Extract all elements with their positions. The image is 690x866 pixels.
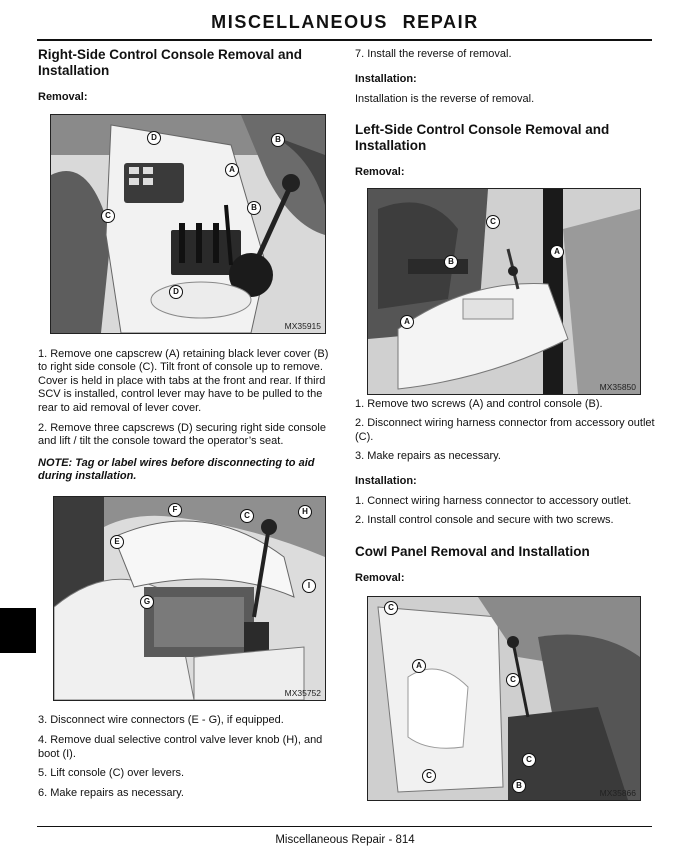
callout-a: A <box>412 659 426 673</box>
callout-d-top: D <box>147 131 161 145</box>
figure-caption: MX35752 <box>284 688 321 698</box>
callout-d-bottom: D <box>169 285 183 299</box>
callout-g: G <box>140 595 154 609</box>
installation-steps <box>355 495 655 528</box>
steps-group-a <box>38 348 338 449</box>
callout-a: A <box>225 163 239 177</box>
callout-c-lower-right: C <box>522 753 536 767</box>
callout-h: H <box>298 505 312 519</box>
figure-right-console-illustration <box>51 115 325 333</box>
footer-rule <box>37 826 652 827</box>
removal-steps <box>355 398 655 464</box>
header-rule <box>37 39 652 41</box>
step-text: 2. Disconnect wiring harness connector from accessory outlet (C). <box>355 417 655 443</box>
step-text: 1. Remove two screws (A) and control console (B). <box>355 398 603 410</box>
callout-a-left: A <box>400 315 414 329</box>
cowl-section-title-wrap <box>355 544 655 560</box>
installation-label: Installation: <box>355 475 417 487</box>
figure-caption: MX35915 <box>284 321 321 331</box>
left-section-title-wrap <box>38 47 338 79</box>
note-text: NOTE: Tag or label wires before disconnecting to aid during installation. <box>38 457 315 483</box>
callout-c-top: C <box>384 601 398 615</box>
step-text: 2. Remove three capscrews (D) securing right side console and lift / tilt the console toward the operator’s seat. <box>38 422 326 448</box>
figure-cowl-panel-illustration <box>368 597 640 800</box>
callout-c: C <box>101 209 115 223</box>
figure-left-console-illustration <box>368 189 640 394</box>
step-text: 1. Connect wiring harness connector to accessory outlet. <box>355 495 632 507</box>
left-section-title-wrap <box>355 122 655 154</box>
callout-i: I <box>302 579 316 593</box>
step-text: 2. Install control console and secure with two screws. <box>355 514 614 527</box>
callout-c: C <box>486 215 500 229</box>
steps-group-b <box>38 714 338 800</box>
callout-b-top: B <box>271 133 285 147</box>
installation-text: Installation is the reverse of removal. <box>355 93 535 105</box>
figure-caption: MX35850 <box>599 382 636 392</box>
figure-cowl-panel <box>367 596 641 801</box>
step-text: 5. Lift console (C) over levers. <box>38 767 185 780</box>
callout-b-mid: B <box>247 201 261 215</box>
removal-label: Removal: <box>355 572 405 584</box>
callout-b: B <box>512 779 526 793</box>
callout-e: E <box>110 535 124 549</box>
section-thumb-tab <box>0 608 36 653</box>
page-footer: Miscellaneous Repair - 814 <box>275 834 415 846</box>
figure-left-console <box>367 188 641 395</box>
callout-c-mid: C <box>506 673 520 687</box>
removal-label: Removal: <box>355 166 405 178</box>
callout-b: B <box>444 255 458 269</box>
installation-label: Installation: <box>355 73 417 85</box>
page-title: MISCELLANEOUS REPAIR <box>211 12 479 32</box>
figure-caption: MX35866 <box>599 788 636 798</box>
callout-c: C <box>240 509 254 523</box>
step-text: 6. Make repairs as necessary. <box>38 786 184 799</box>
figure-right-console <box>50 114 326 334</box>
step-7: 7. Install the reverse of removal. <box>355 48 512 60</box>
step-text: 1. Remove one capscrew (A) retaining black lever cover (B) to right side console (C). Tilt front of console up to remove. Cover is held in place with tabs at the front and rear. If third SCV is installed, control lever may have to be pulled to the rear to aid removal of lever cover. <box>38 348 329 414</box>
removal-label: Removal: <box>38 91 88 103</box>
callout-a-right: A <box>550 245 564 259</box>
section-title-right-console: Right-Side Control Console Removal and Installation <box>38 47 303 78</box>
figure-wire-connectors <box>53 496 326 701</box>
figure-wire-connectors-illustration <box>54 497 325 700</box>
callout-f: F <box>168 503 182 517</box>
section-title-left-console: Left-Side Control Console Removal and Installation <box>355 122 610 153</box>
step-text: 3. Make repairs as necessary. <box>355 450 501 463</box>
section-title-cowl-panel: Cowl Panel Removal and Installation <box>355 544 590 559</box>
step-text: 4. Remove dual selective control valve lever knob (H), and boot (I). <box>38 734 323 760</box>
callout-c-lower-left: C <box>422 769 436 783</box>
step-text: 3. Disconnect wire connectors (E - G), if equipped. <box>38 714 284 726</box>
